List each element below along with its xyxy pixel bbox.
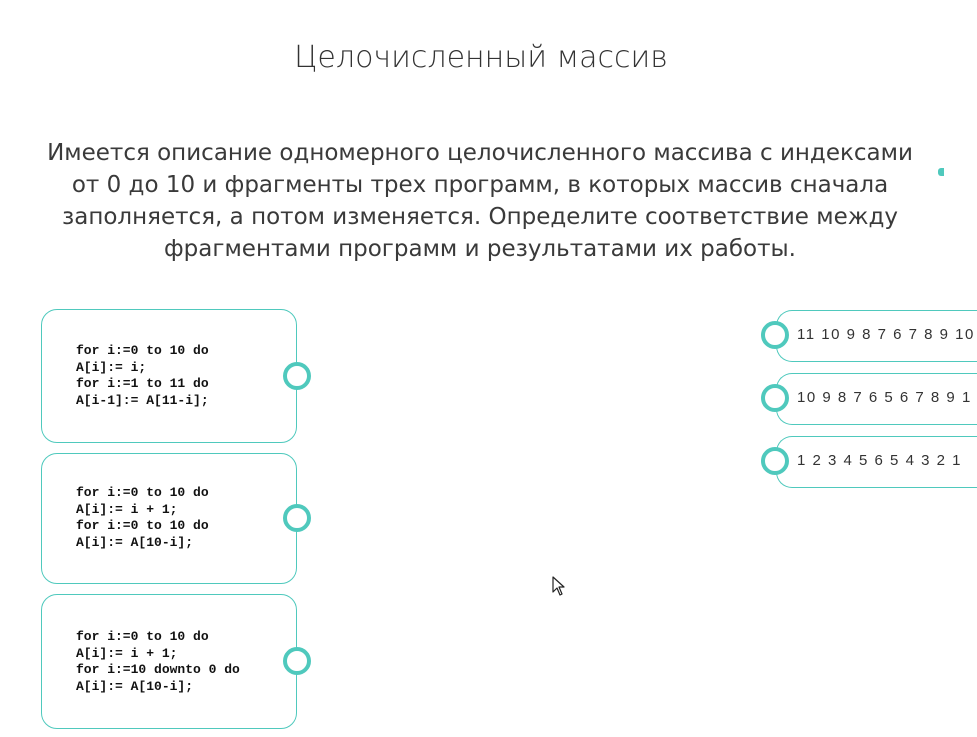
- program-card-3[interactable]: [41, 594, 297, 729]
- task-description: Имеется описание одномерного целочисленного массива с индексами от 0 до 10 и фрагменты трех программ, в которых массив сначала заполняется, а потом изменяется. Определите соответствие между фрагментами программ и результатами их работы.: [47, 140, 913, 262]
- offscreen-element-edge: [938, 168, 944, 176]
- answer-card-1[interactable]: [776, 310, 977, 362]
- answer-3-connector[interactable]: [761, 447, 789, 475]
- program-code: for i:=0 to 10 do A[i]:= i + 1; for i:=0 to 10 do A[i]:= A[10-i];: [76, 485, 209, 550]
- answer-2-connector[interactable]: [761, 384, 789, 412]
- page-title: Целочисленный массив: [294, 40, 668, 75]
- answer-text: 10 9 8 7 6 5 6 7 8 9 1: [797, 389, 972, 406]
- program-code: for i:=0 to 10 do A[i]:= i + 1; for i:=10 downto 0 do A[i]:= A[10-i];: [76, 629, 240, 694]
- answer-text: 11 10 9 8 7 6 7 8 9 10: [797, 326, 975, 343]
- answer-card-2[interactable]: [776, 373, 977, 425]
- answer-card-3[interactable]: [776, 436, 977, 488]
- program-card-1[interactable]: [41, 309, 297, 443]
- answer-text: 1 2 3 4 5 6 5 4 3 2 1: [797, 452, 962, 469]
- program-1-connector[interactable]: [283, 362, 311, 390]
- mouse-cursor-icon: [552, 576, 566, 596]
- program-code: for i:=0 to 10 do A[i]:= i; for i:=1 to 11 do A[i-1]:= A[11-i];: [76, 343, 209, 408]
- answer-1-connector[interactable]: [761, 321, 789, 349]
- program-card-2[interactable]: [41, 453, 297, 584]
- program-2-connector[interactable]: [283, 504, 311, 532]
- program-3-connector[interactable]: [283, 647, 311, 675]
